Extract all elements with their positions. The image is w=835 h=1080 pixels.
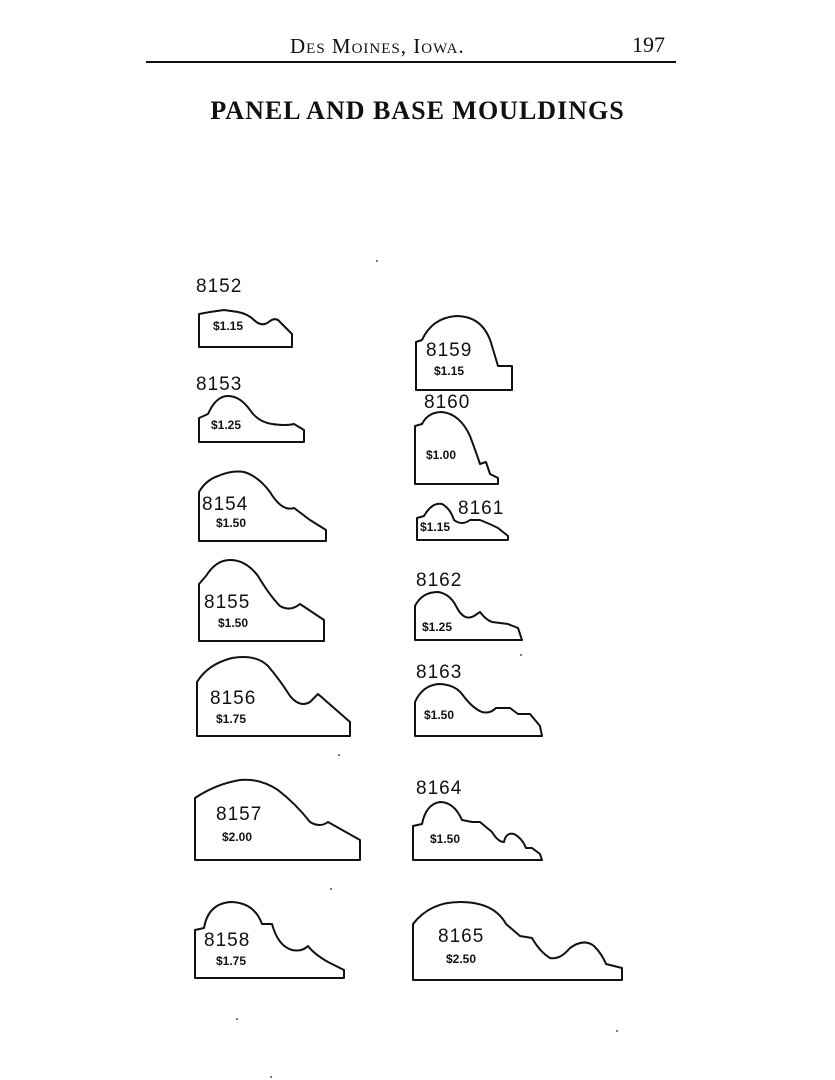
scan-speck	[236, 1018, 238, 1020]
moulding-number: 8155	[204, 592, 251, 613]
moulding-8163	[412, 662, 546, 740]
moulding-8153	[196, 374, 308, 446]
moulding-profile	[196, 276, 296, 351]
moulding-price: $2.00	[222, 830, 253, 844]
scan-speck	[270, 1076, 272, 1078]
moulding-price: $1.50	[424, 708, 455, 722]
moulding-8152	[196, 276, 296, 351]
moulding-price: $1.15	[420, 520, 451, 534]
moulding-8154	[196, 466, 330, 544]
scan-speck	[616, 1030, 618, 1032]
moulding-price: $1.75	[216, 712, 247, 726]
moulding-price: $1.50	[218, 616, 249, 630]
moulding-8164	[410, 778, 546, 864]
moulding-price: $1.15	[213, 319, 244, 333]
moulding-profile	[410, 778, 546, 864]
moulding-8158	[192, 898, 348, 982]
moulding-price: $2.50	[446, 952, 477, 966]
moulding-price: $1.25	[422, 620, 453, 634]
moulding-price: $1.00	[426, 448, 457, 462]
moulding-number: 8164	[416, 778, 463, 799]
moulding-8159	[412, 312, 518, 394]
moulding-price: $1.25	[211, 418, 242, 432]
moulding-price: $1.50	[430, 832, 461, 846]
running-head: Des Moines, Iowa.	[290, 34, 465, 58]
moulding-8160	[412, 392, 504, 488]
moulding-8157	[192, 776, 364, 864]
moulding-number: 8163	[416, 662, 463, 683]
moulding-number: 8157	[216, 804, 263, 825]
moulding-number: 8156	[210, 688, 257, 709]
moulding-profile	[412, 392, 504, 488]
moulding-profile	[412, 662, 546, 740]
header-rule	[146, 61, 676, 63]
moulding-8165	[410, 898, 628, 984]
moulding-number: 8165	[438, 926, 485, 947]
moulding-price: $1.50	[216, 516, 247, 530]
moulding-number: 8152	[196, 276, 243, 297]
moulding-8156	[194, 654, 354, 740]
moulding-number: 8161	[458, 498, 505, 519]
moulding-number: 8153	[196, 374, 243, 395]
moulding-profile	[196, 374, 308, 446]
moulding-8162	[412, 570, 526, 644]
page-title: PANEL AND BASE MOULDINGS	[210, 96, 625, 125]
page-number: 197	[632, 32, 665, 57]
scan-speck	[376, 260, 378, 262]
moulding-price: $1.15	[434, 364, 465, 378]
moulding-number: 8158	[204, 930, 251, 951]
scan-speck	[338, 754, 340, 756]
page-header	[0, 0, 835, 70]
moulding-number: 8154	[202, 494, 249, 515]
moulding-8161	[414, 498, 514, 544]
scan-speck	[520, 654, 522, 656]
moulding-8155	[196, 556, 328, 644]
scan-speck	[330, 888, 332, 890]
moulding-price: $1.75	[216, 954, 247, 968]
moulding-number: 8160	[424, 392, 471, 413]
moulding-number: 8162	[416, 570, 463, 591]
moulding-number: 8159	[426, 340, 473, 361]
